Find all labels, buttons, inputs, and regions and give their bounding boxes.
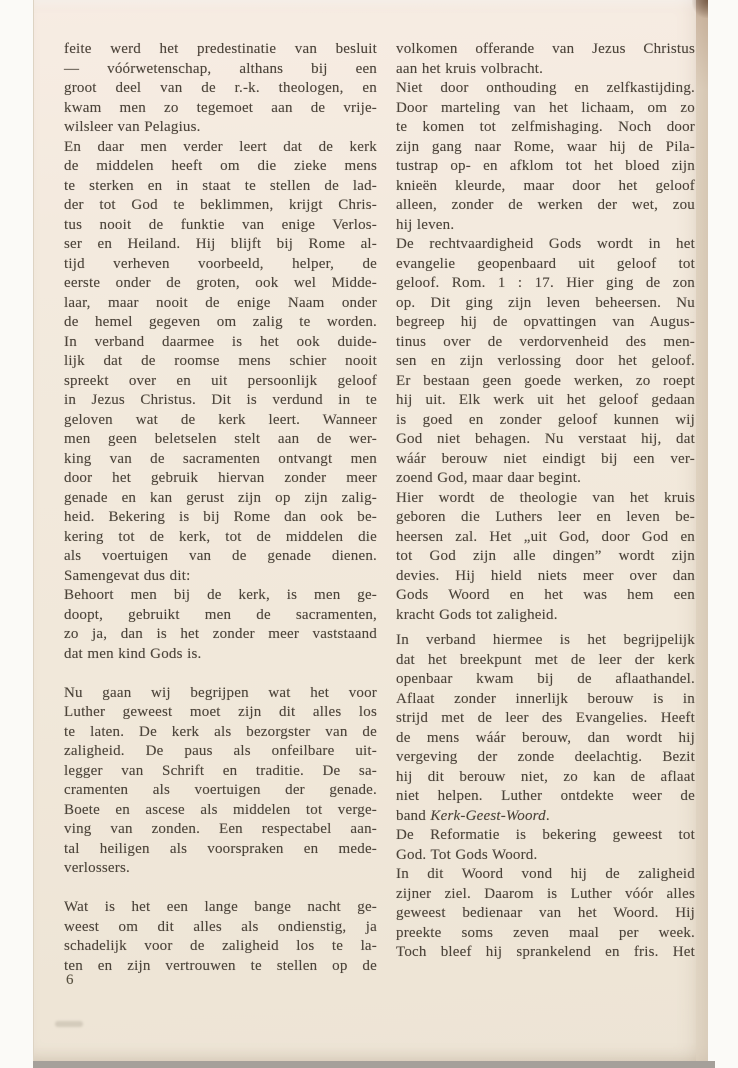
text-line: Er bestaan geen goede werken, zo roept: [396, 372, 695, 389]
text-line: geweest bedienaar van het Woord. Hij: [396, 905, 695, 921]
text-line: geloven wat de kerk leert. Wanneer: [64, 411, 377, 428]
text-line: strijd met de leer des Evangelies. Heeft: [396, 710, 695, 726]
text-line: God. Tot Gods Woord.: [396, 846, 538, 863]
text-line: tustrap op- en afklom tot het bloed zijn: [396, 158, 695, 174]
text-line: In verband hiermee is het begrijpelijk: [396, 632, 695, 648]
text-line: Hier wordt de theologie van het kruis: [396, 489, 695, 506]
text-line: Luther geweest moet zijn dit alles los: [64, 704, 377, 720]
text-line: verlossers.: [64, 860, 130, 876]
text-line: niet helpen. Luther ontdekte weer de: [396, 788, 695, 804]
text-line: Aflaat zonder innerlijk berouw is in: [396, 690, 695, 707]
text-line: In verband daarmee is het ook duide-: [64, 333, 377, 350]
text-line: evangelie geopenbaard uit geloof tot: [396, 255, 695, 272]
text-line: is goed en zonder geloof kunnen wij: [396, 411, 695, 428]
text-line: preekte soms zeven maal per week.: [396, 924, 695, 941]
text-line: devies. Hij hield niets meer over dan: [396, 567, 695, 584]
page-number: 6: [66, 972, 74, 988]
paragraph-block: [64, 898, 377, 976]
text-line: hij dit berouw niet, zo kan de aflaat: [396, 768, 695, 785]
text-line: wáár berouw niet eindigt bij een ver-: [396, 450, 695, 467]
text-line: sen en zijn verlossing door het geloof.: [396, 353, 695, 369]
text-line: dat het breekpunt met de leer der kerk: [396, 651, 695, 668]
text-line: de mens wáár berouw, dan wordt hij: [396, 729, 695, 746]
text-line: door het gebruik hiervan zonder meer: [64, 470, 377, 486]
text-line: feite werd het predestinatie van besluit: [64, 41, 377, 57]
text-line: dat men kind Gods is.: [64, 645, 202, 662]
text-line: zaligheid. De paus als onfeilbare uit-: [64, 743, 377, 759]
left-column: [64, 40, 377, 976]
text-line: in Jezus Christus. Dit is verdund in te: [64, 392, 377, 408]
text-line: kwam men zo tegemoet aan de vrije-: [64, 99, 377, 116]
text-line: begreep hij de opvattingen van Augus-: [396, 314, 695, 330]
text-line: aan het kruis volbracht.: [396, 60, 544, 77]
paper-smudge: [55, 1021, 83, 1027]
text-line: Toch bleef hij sprankelend en fris. Het: [396, 944, 695, 960]
text-line: tal heiligen als voorspraken en mede-: [64, 840, 377, 857]
text-line: men geen beletselen stelt aan de wer-: [64, 431, 377, 447]
text-line: laar, maar nooit de enige Naam onder: [64, 294, 377, 311]
text-line: knieën kleurde, maar door het geloof: [396, 177, 695, 194]
text-line: zijn gang naar Rome, waar hij de Pila-: [396, 138, 695, 155]
text-line: Nu gaan wij begrijpen wat het voor: [64, 684, 377, 701]
text-line: weest om dit alles als ondienstig, ja: [64, 918, 377, 935]
text-line: de middelen heeft om die zieke mens: [64, 158, 377, 174]
text-line: Boete en ascese als middelen tot verge-: [64, 801, 377, 818]
text-line: lijk dat de roomse mens schier nooit: [64, 353, 377, 369]
text-line: king van de sacramenten ontvangt men: [64, 450, 377, 467]
text-line: tinus over de verdorvenheid des men-: [396, 333, 695, 350]
text-line: genade en kan gerust zijn op zijn zalig-: [64, 489, 377, 506]
text-line: te laten. De kerk als bezorgster van de: [64, 723, 377, 740]
text-line: geboren die Luthers leer en leven be-: [396, 509, 695, 525]
text-line: zijner ziel. Daarom is Luther vóór alles: [396, 885, 695, 902]
text-line: vergeving der zonde deelachtig. Bezit: [396, 749, 695, 765]
text-line: te sterken en in staat te stellen de lad-: [64, 177, 377, 194]
text-line: ser en Heiland. Hij blijft bij Rome al-: [64, 236, 377, 252]
text-line: doopt, gebruikt men de sacramenten,: [64, 606, 377, 623]
text-line: alleen, zonder de werken der wet, zou: [396, 197, 695, 213]
text-line: cramenten als voertuigen der genade.: [64, 782, 377, 798]
text-line: der tot God te beklimmen, krijgt Chris-: [64, 197, 377, 213]
text-line: groot deel van de r.-k. theologen, en: [64, 80, 377, 96]
text-line: wilsleer van Pelagius.: [64, 119, 201, 135]
text-line: Door marteling van het lichaam, om zo: [396, 99, 695, 116]
paragraph-block: [64, 40, 377, 664]
text-line: God niet behagen. Nu verstaat hij, dat: [396, 431, 695, 447]
text-line: band Kerk-Geest-Woord.: [396, 807, 550, 824]
text-line: hij leven.: [396, 216, 455, 233]
text-line: de hemel gegeven om zalig te worden.: [64, 314, 377, 330]
text-line: Wat is het een lange bange nacht ge-: [64, 899, 377, 915]
text-line: volkomen offerande van Jezus Christus: [396, 41, 695, 57]
right-column: [396, 40, 695, 963]
paragraph-block: [396, 631, 695, 963]
text-line: heersen zal. Het „uit God, door God en: [396, 528, 695, 545]
text-line: openbaar kwam bij de aflaathandel.: [396, 671, 695, 687]
text-line: Niet door onthouding en zelfkastijding.: [396, 80, 695, 96]
text-line: kering tot de kerk, tot de middelen die: [64, 528, 377, 545]
text-line: ving van zonden. Een respectabel aan-: [64, 821, 377, 837]
text-line: kracht Gods tot zaligheid.: [396, 606, 558, 623]
text-line: Gods Woord en het was hem een: [396, 587, 695, 603]
text-line: ten en zijn vertrouwen te stellen op de: [64, 957, 377, 974]
text-line: tus nooit de funktie van enige Verlos-: [64, 216, 377, 233]
paragraph-block: [396, 40, 695, 625]
text-line: als voertuigen van de genade dienen.: [64, 548, 377, 564]
text-line: hij uit. Elk werk uit het geloof gedaan: [396, 392, 695, 408]
text-line: op. Dit ging zijn leven beheersen. Nu: [396, 294, 695, 311]
text-line: heid. Bekering is bij Rome dan ook be-: [64, 509, 377, 525]
text-line: De Reformatie is bekering geweest tot: [396, 827, 695, 843]
text-line: schadelijk voor de zaligheid los te la-: [64, 938, 377, 954]
text-line: — vóórwetenschap, althans bij een: [64, 60, 377, 77]
text-line: legger van Schrift en traditie. De sa-: [64, 762, 377, 779]
text-line: tijd verheven voorbeeld, helper, de: [64, 255, 377, 272]
text-line: En daar men verder leert dat de kerk: [64, 138, 377, 155]
page-corner-shadow: [692, 0, 708, 18]
text-line: De rechtvaardigheid Gods wordt in het: [396, 236, 695, 252]
text-line: zoend God, maar daar begint.: [396, 470, 582, 486]
text-line: te komen tot zelfmishaging. Noch door: [396, 119, 695, 135]
text-line: tot God zijn alle dingen” wordt zijn: [396, 548, 695, 564]
text-line: zo ja, dan is het zonder meer vaststaand: [64, 626, 377, 642]
text-line: spreekt over en uit persoonlijk geloof: [64, 372, 377, 389]
text-line: Samengevat dus dit:: [64, 567, 191, 584]
text-line: Behoort men bij de kerk, is men ge-: [64, 587, 377, 603]
text-line: In dit Woord vond hij de zaligheid: [396, 866, 695, 882]
paragraph-block: [64, 684, 377, 879]
scan-bottom-shadow: [33, 1061, 715, 1068]
text-line: geloof. Rom. 1 : 17. Hier ging de zon: [396, 275, 695, 291]
text-line: eerste onder de groten, ook wel Midde-: [64, 275, 377, 291]
